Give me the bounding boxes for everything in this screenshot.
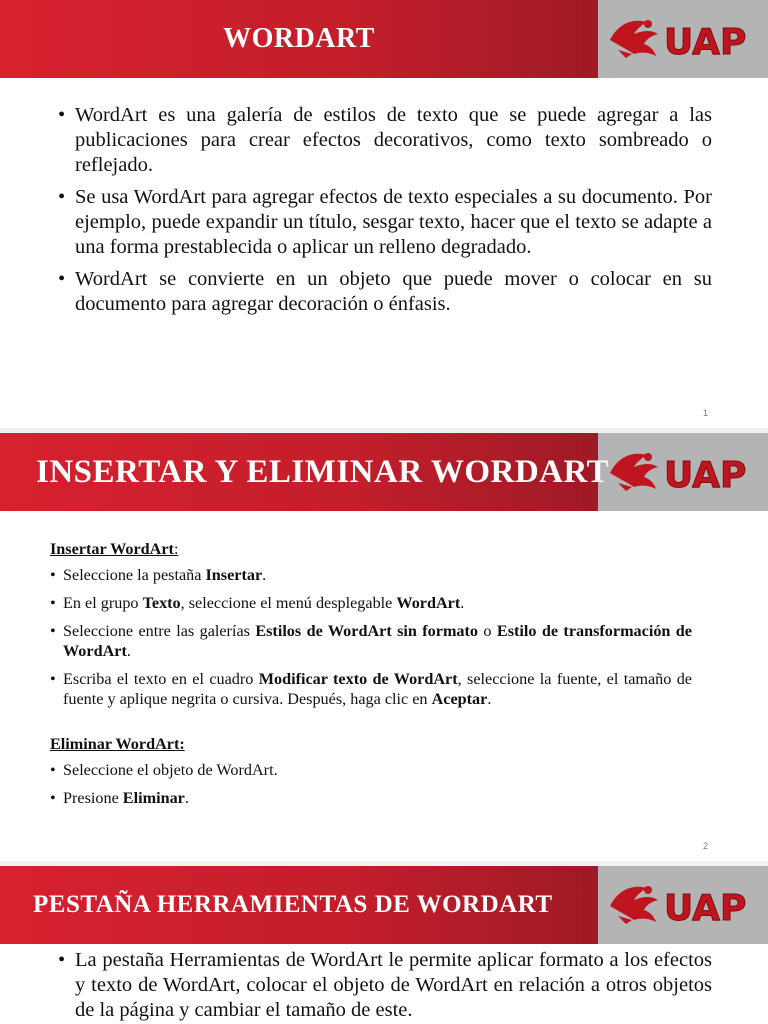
- logo-panel: [598, 0, 768, 78]
- slide-header: [0, 866, 768, 944]
- svg-text:UAP: UAP: [664, 22, 747, 63]
- delete-step: • Presione Eliminar.: [50, 788, 692, 808]
- delete-step: • Seleccione el objeto de WordArt.: [50, 760, 692, 780]
- logo-panel: [598, 866, 768, 944]
- instructions: [50, 539, 692, 816]
- insert-step: • En el grupo Texto, seleccione el menú desplegable WordArt.: [50, 593, 692, 613]
- uap-eagle-logo-icon: [598, 0, 768, 78]
- slide-header: [0, 0, 768, 78]
- insert-step: • Seleccione entre las galerías Estilos de WordArt sin formato o Estilo de transformación de WordArt.: [50, 621, 692, 661]
- bullet-item: • WordArt es una galería de estilos de texto que se puede agregar a las publicaciones para crear efectos decorativos, como texto sombreado o reflejado.: [58, 103, 712, 178]
- insert-heading: Insertar WordArt:: [50, 540, 179, 558]
- bullet-item: • La pestaña Herramientas de WordArt le permite aplicar formato a los efectos y texto de WordArt, colocar el objeto de WordArt en relación a otros objetos de la página y cambiar el tamaño de este.: [58, 948, 712, 1023]
- page-number: 1: [702, 408, 708, 418]
- bullet-list: [58, 103, 712, 324]
- insert-step: • Seleccione la pestaña Insertar.: [50, 565, 692, 585]
- bullet-item: • Se usa WordArt para agregar efectos de texto especiales a su documento. Por ejemplo, puede expandir un título, sesgar texto, hacer que el texto se adapte a una forma prestablecida o aplicar un relleno degradado.: [58, 185, 712, 260]
- svg-text:UAP: UAP: [664, 455, 747, 496]
- slide-1: [0, 0, 768, 428]
- uap-eagle-logo-icon: [598, 866, 768, 944]
- bullet-list: [58, 948, 712, 1023]
- spacer: [50, 717, 692, 734]
- slide-2: [0, 433, 768, 861]
- slide-title: WORDART: [223, 23, 375, 54]
- svg-text:UAP: UAP: [664, 888, 747, 929]
- page-number: 2: [702, 841, 708, 851]
- bullet-item: • WordArt se convierte en un objeto que puede mover o colocar en su documento para agregar decoración o énfasis.: [58, 267, 712, 317]
- insert-step: • Escriba el texto en el cuadro Modificar texto de WordArt, seleccione la fuente, el tamaño de fuente y aplique negrita o cursiva. Después, haga clic en Aceptar.: [50, 669, 692, 709]
- slide-title: PESTAÑA HERRAMIENTAS DE WORDART: [33, 891, 553, 918]
- slide-3: [0, 866, 768, 1024]
- slide-header: [0, 433, 768, 511]
- slide-title: INSERTAR Y ELIMINAR WORDART: [36, 453, 610, 490]
- delete-heading: Eliminar WordArt:: [50, 735, 185, 753]
